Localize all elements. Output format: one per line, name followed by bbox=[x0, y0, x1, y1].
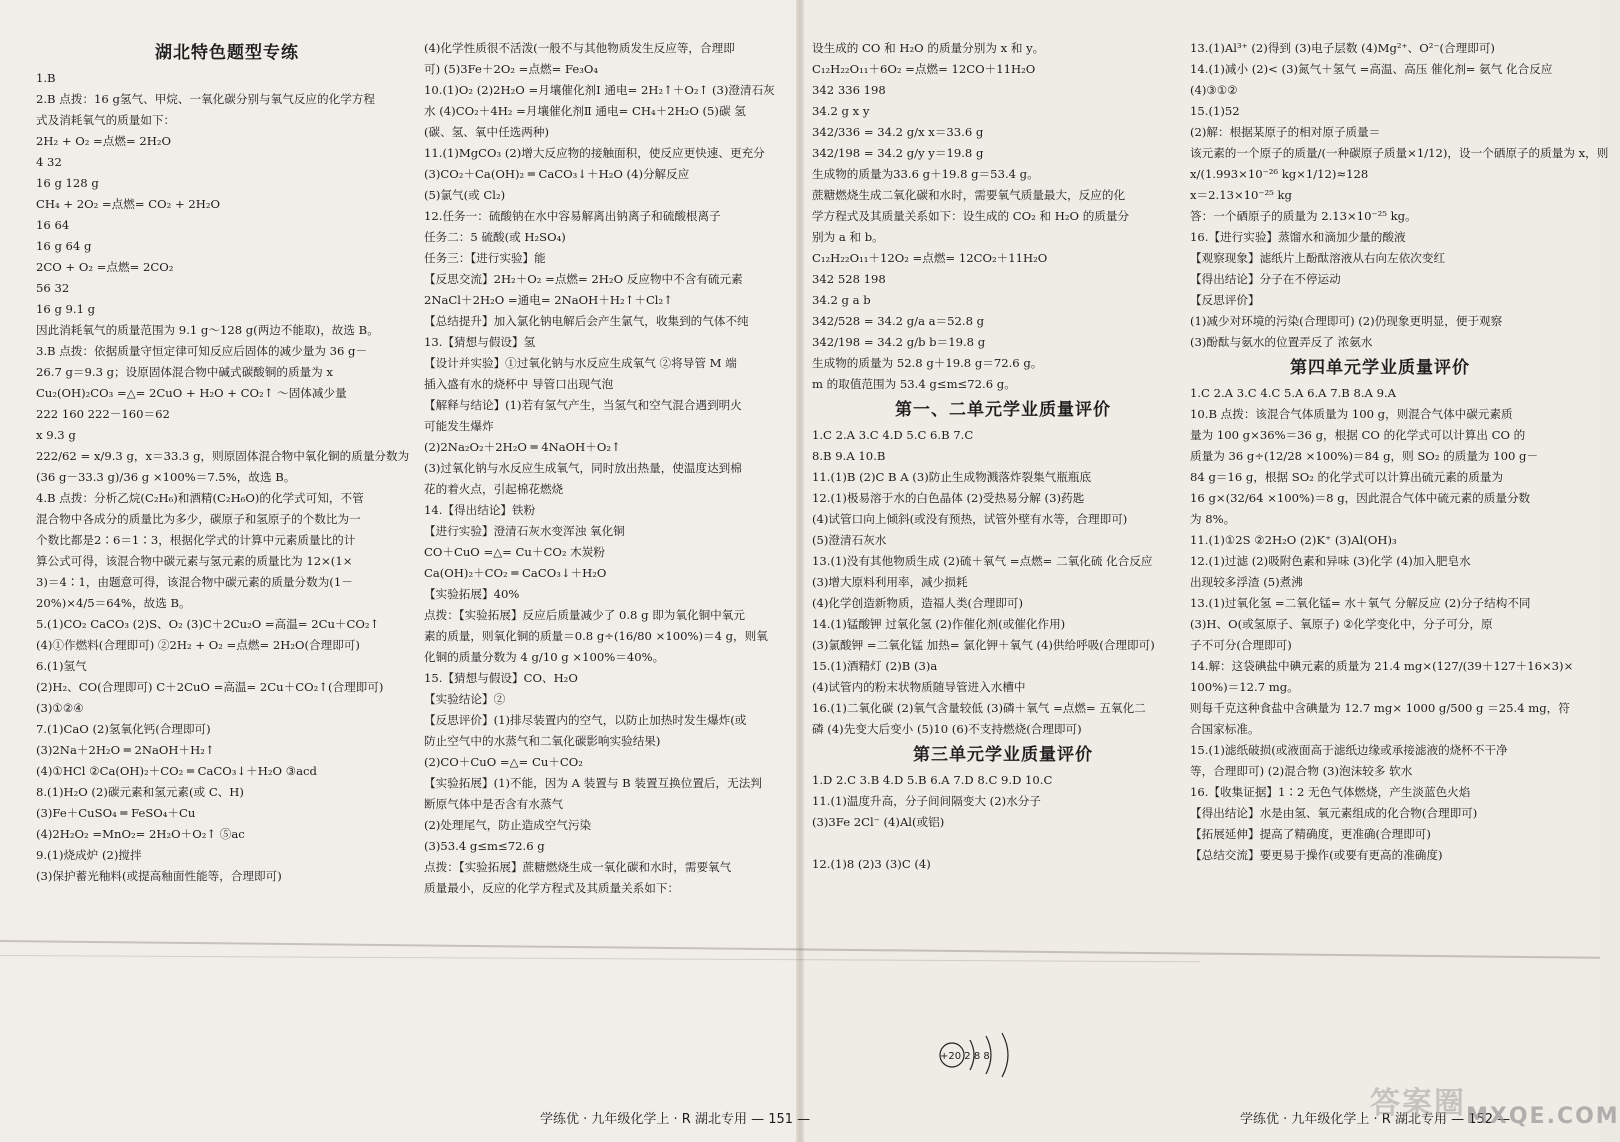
text-line: (3)①②④ bbox=[36, 701, 84, 715]
text-line: 【反思评价】 bbox=[1190, 293, 1260, 307]
text-line: 12.(1)过滤 (2)吸附色素和异味 (3)化学 (4)加入肥皂水 bbox=[1190, 554, 1471, 568]
text-line: 15.【猜想与假设】CO、H₂O bbox=[424, 671, 578, 685]
column-2 bbox=[424, 38, 806, 899]
text-line: 1.D 2.C 3.B 4.D 5.B 6.A 7.D 8.C 9.D 10.C bbox=[812, 773, 1053, 787]
text-line: 10.B 点拨：该混合气体质量为 100 g，则混合气体中碳元素质 bbox=[1190, 407, 1513, 421]
footer-right: 学练优 · 九年级化学上 · R 湖北专用 — 152 — bbox=[1240, 1112, 1511, 1127]
text-line: 16 g 64 g bbox=[36, 239, 92, 253]
text-line: 插入盛有水的烧杯中 导管口出现气泡 bbox=[424, 377, 614, 391]
column-4-lines-2 bbox=[1190, 383, 1574, 866]
text-line: (3)增大原料利用率，减少损耗 bbox=[812, 575, 968, 589]
column-2-lines bbox=[424, 38, 806, 899]
text-line: 15.(1)52 bbox=[1190, 104, 1240, 118]
column-4 bbox=[1190, 38, 1609, 866]
text-line: 答：一个硒原子的质量为 2.13×10⁻²⁵ kg。 bbox=[1190, 209, 1417, 223]
text-line: 生成物的质量为33.6 g＋19.8 g＝53.4 g。 bbox=[812, 167, 1039, 181]
text-line: 素的质量，则氧化铜的质量＝0.8 g÷(16/80 ×100%)＝4 g，则氧 bbox=[424, 629, 768, 643]
text-line: 量为 100 g×36%＝36 g，根据 CO 的化学式可以计算出 CO 的 bbox=[1190, 428, 1526, 442]
text-line: C₁₂H₂₂O₁₁＋6O₂ =点燃= 12CO＋11H₂O bbox=[812, 62, 1036, 76]
text-line: 14.(1)锰酸钾 过氧化氢 (2)作催化剂(或催化作用) bbox=[812, 617, 1066, 631]
text-line: 34.2 g a b bbox=[812, 293, 871, 307]
text-line: 【得出结论】分子在不停运动 bbox=[1190, 272, 1341, 286]
text-line: 质量为 36 g÷(12/28 ×100%)＝84 g，则 SO₂ 的质量为 100 g－ bbox=[1190, 449, 1539, 463]
text-line: 56 32 bbox=[36, 281, 70, 295]
text-line: x/(1.993×10⁻²⁶ kg×1/12)≈128 bbox=[1190, 167, 1369, 181]
text-line: 任务三：【进行实验】能 bbox=[424, 251, 546, 265]
text-line: 13.(1)没有其他物质生成 (2)硫＋氧气 =点燃= 二氧化硫 化合反应 bbox=[812, 554, 1153, 568]
text-line: 16.【收集证据】1∶2 无色气体燃烧，产生淡蓝色火焰 bbox=[1190, 785, 1471, 799]
text-line: (3)53.4 g≤m≤72.6 g bbox=[424, 839, 545, 853]
text-line: 14.【得出结论】铁粉 bbox=[424, 503, 536, 517]
text-line: 84 g＝16 g，根据 SO₂ 的化学式可以计算出硫元素的质量为 bbox=[1190, 470, 1504, 484]
text-line: 16 g×(32/64 ×100%)＝8 g，因此混合气体中硫元素的质量分数 bbox=[1190, 491, 1531, 505]
watermark-logo bbox=[1370, 1078, 1620, 1134]
text-line: (3)2Na＋2H₂O ═ 2NaOH＋H₂↑ bbox=[36, 743, 215, 757]
text-line: 别为 a 和 b。 bbox=[812, 230, 884, 244]
text-line: 342/528 = 34.2 g/a a＝52.8 g bbox=[812, 314, 985, 328]
text-line: (碳、氢、氧中任选两种) bbox=[424, 125, 549, 139]
text-line: 13.(1)Al³⁺ (2)得到 (3)电子层数 (4)Mg²⁺、O²⁻(合理即可) bbox=[1190, 41, 1495, 55]
text-line: (3)3Fe 2Cl⁻ (4)Al(或铝) bbox=[812, 815, 945, 829]
text-line: 【实验拓展】(1)不能，因为 A 装置与 B 装置互换位置后，无法判 bbox=[424, 776, 762, 790]
text-line: 为 8%。 bbox=[1190, 512, 1236, 526]
text-line: (3)酚酞与氨水的位置弄反了 浓氨水 bbox=[1190, 335, 1373, 349]
text-line: 34.2 g x y bbox=[812, 104, 870, 118]
text-line: 【总结交流】要更易于操作(或要有更高的准确度) bbox=[1190, 848, 1443, 862]
text-line: (2)2Na₂O₂＋2H₂O ═ 4NaOH＋O₂↑ bbox=[424, 440, 621, 454]
text-line: 生成物的质量为 52.8 g＋19.8 g＝72.6 g。 bbox=[812, 356, 1043, 370]
text-line: C₁₂H₂₂O₁₁＋12O₂ =点燃= 12CO₂＋11H₂O bbox=[812, 251, 1048, 265]
text-line: CH₄ + 2O₂ =点燃= CO₂ + 2H₂O bbox=[36, 197, 220, 211]
text-line: 16 64 bbox=[36, 218, 70, 232]
text-line: 11.(1)B (2)C B A (3)防止生成物溅落炸裂集气瓶瓶底 bbox=[812, 470, 1092, 484]
text-line: 4.B 点拨：分析乙烷(C₂H₆)和酒精(C₂H₆O)的化学式可知，不管 bbox=[36, 491, 364, 505]
text-line: 16.【进行实验】蒸馏水和滴加少量的酸液 bbox=[1190, 230, 1406, 244]
text-line: (4)试管内的粉末状物质随导管进入水槽中 bbox=[812, 680, 1026, 694]
text-line: (36 g－33.3 g)/36 g ×100%＝7.5%，故选 B。 bbox=[36, 470, 296, 484]
text-line: (2)处理尾气，防止造成空气污染 bbox=[424, 818, 592, 832]
text-line: (5)澄清石灰水 bbox=[812, 533, 887, 547]
section-title-unit-3: 第三单元学业质量评价 bbox=[913, 745, 1093, 765]
column-3-lines-3 bbox=[812, 770, 1194, 875]
text-line: 子不可分(合理即可) bbox=[1190, 638, 1292, 652]
text-line: 等，合理即可) (2)混合物 (3)泡沫较多 软水 bbox=[1190, 764, 1413, 778]
text-line: 防止空气中的水蒸气和二氧化碳影响实验结果) bbox=[424, 734, 661, 748]
text-line: x＝2.13×10⁻²⁵ kg bbox=[1190, 188, 1292, 202]
text-line: 2CO + O₂ =点燃= 2CO₂ bbox=[36, 260, 174, 274]
text-line: 合国家标准。 bbox=[1190, 722, 1260, 736]
text-line: 16 g 128 g bbox=[36, 176, 99, 190]
text-line: 4 32 bbox=[36, 155, 62, 169]
text-line: 【反思评价】(1)排尽装置内的空气，以防止加热时发生爆炸(或 bbox=[424, 713, 747, 727]
watermark-domain: MXQE.COM bbox=[1466, 1104, 1620, 1129]
text-line: 100%)＝12.7 mg。 bbox=[1190, 680, 1299, 694]
text-line: 342/198 = 34.2 g/y y＝19.8 g bbox=[812, 146, 984, 160]
text-line bbox=[812, 833, 1194, 854]
text-line: (4)①作燃料(合理即可) ②2H₂ + O₂ =点燃= 2H₂O(合理即可) bbox=[36, 638, 360, 652]
text-line: (3)H、O(或氢原子、氧原子) ②化学变化中，分子可分，原 bbox=[1190, 617, 1493, 631]
column-3-lines-2 bbox=[812, 425, 1194, 740]
text-line: 1.C 2.A 3.C 4.C 5.A 6.A 7.B 8.A 9.A bbox=[1190, 386, 1397, 400]
column-1-lines bbox=[36, 68, 418, 887]
text-line: (5)氯气(或 Cl₂) bbox=[424, 188, 506, 202]
text-line: 5.(1)CO₂ CaCO₃ (2)S、O₂ (3)C＋2Cu₂O =高温= 2Cu＋CO₂↑ bbox=[36, 617, 380, 631]
text-line: (3)CO₂＋Ca(OH)₂ ═ CaCO₃↓＋H₂O (4)分解反应 bbox=[424, 167, 690, 181]
text-line: 则每千克这种食盐中含碘量为 12.7 mg× 1000 g/500 g ＝25.4 mg，符 bbox=[1190, 701, 1570, 715]
text-line: 设生成的 CO 和 H₂O 的质量分别为 x 和 y。 bbox=[812, 41, 1045, 55]
text-line: 水 (4)CO₂＋4H₂ =月壤催化剂Ⅱ 通电= CH₄＋2H₂O (5)碳 氢 bbox=[424, 104, 746, 118]
text-line: (2)解：根据某原子的相对原子质量＝ bbox=[1190, 125, 1381, 139]
text-line: 该元素的一个原子的质量/(一种碳原子质量×1/12)，设一个硒原子的质量为 x，则 bbox=[1190, 146, 1609, 160]
text-line: 342 528 198 bbox=[812, 272, 886, 286]
text-line: 15.(1)酒精灯 (2)B (3)a bbox=[812, 659, 938, 673]
text-line: 算公式可得，该混合物中碳元素与氢元素的质量比为 12×(1× bbox=[36, 554, 353, 568]
text-line: 因此消耗氧气的质量范围为 9.1 g～128 g(两边不能取)，故选 B。 bbox=[36, 323, 379, 337]
text-line: 【实验拓展】40% bbox=[424, 587, 520, 601]
text-line: (3)Fe＋CuSO₄ ═ FeSO₄＋Cu bbox=[36, 806, 196, 820]
text-line: 9.(1)烧成炉 (2)搅拌 bbox=[36, 848, 142, 862]
text-line: 出现较多浮渣 (5)煮沸 bbox=[1190, 575, 1303, 589]
text-line: m 的取值范围为 53.4 g≤m≤72.6 g。 bbox=[812, 377, 1016, 391]
text-line: 混合物中各成分的质量比为多少，碳原子和氢原子的个数比为一 bbox=[36, 512, 361, 526]
text-line: 断原气体中是否含有水蒸气 bbox=[424, 797, 564, 811]
text-line: 342 336 198 bbox=[812, 83, 886, 97]
text-line: 可) (5)3Fe＋2O₂ =点燃= Fe₃O₄ bbox=[424, 62, 599, 76]
text-line: 20%)×4/5＝64%，故选 B。 bbox=[36, 596, 191, 610]
text-line: 学方程式及其质量关系如下：设生成的 CO₂ 和 H₂O 的质量分 bbox=[812, 209, 1130, 223]
text-line: (4)化学性质很不活泼(一般不与其他物质发生反应等，合理即 bbox=[424, 41, 735, 55]
text-line: 【拓展延伸】提高了精确度，更准确(合理即可) bbox=[1190, 827, 1431, 841]
text-line: 12.(1)极易溶于水的白色晶体 (2)受热易分解 (3)药匙 bbox=[812, 491, 1085, 505]
text-line: CO＋CuO =△= Cu＋CO₂ 木炭粉 bbox=[424, 545, 605, 559]
text-line: 16 g 9.1 g bbox=[36, 302, 96, 316]
text-line: (1)减少对环境的污染(合理即可) (2)仍现象更明显，便于观察 bbox=[1190, 314, 1503, 328]
text-line: 14.解：这袋碘盐中碘元素的质量为 21.4 mg×(127/(39＋127＋16×3)× bbox=[1190, 659, 1574, 673]
section-title-unit-1-2: 第一、二单元学业质量评价 bbox=[895, 400, 1111, 420]
text-line: 222/62 = x/9.3 g，x＝33.3 g，则原固体混合物中氧化铜的质量分数为 bbox=[36, 449, 410, 463]
text-line: 1.C 2.A 3.C 4.D 5.C 6.B 7.C bbox=[812, 428, 974, 442]
text-line: 3)＝4∶1，由题意可得，该混合物中碳元素的质量分数为(1－ bbox=[36, 575, 353, 589]
text-line: 14.(1)减小 (2)< (3)氮气＋氢气 =高温、高压 催化剂= 氨气 化合反应 bbox=[1190, 62, 1553, 76]
text-line: (3)氯酸钾 =二氧化锰 加热= 氯化钾＋氧气 (4)供给呼吸(合理即可) bbox=[812, 638, 1155, 652]
text-line: 2.B 点拨：16 g氢气、甲烷、一氧化碳分别与氧气反应的化学方程 bbox=[36, 92, 375, 106]
atom-structure-label: +20 2 8 8 bbox=[940, 1051, 990, 1062]
text-line: 6.(1)氢气 bbox=[36, 659, 87, 673]
text-line: 2H₂ + O₂ =点燃= 2H₂O bbox=[36, 134, 171, 148]
text-line: 10.(1)O₂ (2)2H₂O =月壤催化剂Ⅰ 通电= 2H₂↑＋O₂↑ (3)澄清石灰 bbox=[424, 83, 775, 97]
text-line: (4)化学创造新物质，造福人类(合理即可) bbox=[812, 596, 1023, 610]
text-line: 【进行实验】澄清石灰水变浑浊 氧化铜 bbox=[424, 524, 625, 538]
text-line: x 9.3 g bbox=[36, 428, 76, 442]
text-line: 12.(1)8 (2)3 (3)C (4) bbox=[812, 857, 931, 871]
text-line: 化铜的质量分数为 4 g/10 g ×100%＝40%。 bbox=[424, 650, 665, 664]
text-line: 3.B 点拨：依据质量守恒定律可知反应后固体的减少量为 36 g－ bbox=[36, 344, 368, 358]
text-line: 个数比都是2∶6＝1∶3，根据化学式的计算中元素质量比的计 bbox=[36, 533, 356, 547]
text-line: 【解释与结论】(1)若有氢气产生，当氢气和空气混合遇到明火 bbox=[424, 398, 742, 412]
text-line: 【得出结论】水是由氢、氧元素组成的化合物(合理即可) bbox=[1190, 806, 1478, 820]
text-line: (2)H₂、CO(合理即可) C＋2CuO =高温= 2Cu＋CO₂↑(合理即可) bbox=[36, 680, 384, 694]
text-line: 式及消耗氧气的质量如下： bbox=[36, 113, 176, 127]
text-line: (3)保护蓄光釉料(或提高釉面性能等，合理即可) bbox=[36, 869, 282, 883]
text-line: Ca(OH)₂＋CO₂ ═ CaCO₃↓＋H₂O bbox=[424, 566, 607, 580]
text-line: 8.(1)H₂O (2)碳元素和氢元素(或 C、H) bbox=[36, 785, 244, 799]
text-line: 点拨：【实验拓展】蔗糖燃烧生成一氧化碳和水时，需要氧气 bbox=[424, 860, 732, 874]
text-line: 7.(1)CaO (2)氢氧化钙(合理即可) bbox=[36, 722, 211, 736]
text-line: 11.(1)MgCO₃ (2)增大反应物的接触面积，使反应更快速、更充分 bbox=[424, 146, 765, 160]
column-3-lines bbox=[812, 38, 1194, 395]
text-line: 8.B 9.A 10.B bbox=[812, 449, 886, 463]
text-line: 蔗糖燃烧生成二氧化碳和水时，需要氧气质量最大，反应的化 bbox=[812, 188, 1126, 202]
text-line: 222 160 222－160＝62 bbox=[36, 407, 170, 421]
column-1 bbox=[36, 38, 418, 887]
text-line: 可能发生爆炸 bbox=[424, 419, 494, 433]
watermark-text: 答案圈 bbox=[1370, 1086, 1466, 1121]
text-line: 12.任务一：硫酸钠在水中容易解离出钠离子和硫酸根离子 bbox=[424, 209, 721, 223]
section-title-unit-4: 第四单元学业质量评价 bbox=[1290, 358, 1470, 378]
text-line: 11.(1)温度升高，分子间间隔变大 (2)水分子 bbox=[812, 794, 1041, 808]
text-line: 【设计并实验】①过氧化钠与水反应生成氧气 ②将导管 M 端 bbox=[424, 356, 737, 370]
text-line: 15.(1)滤纸破损(或液面高于滤纸边缘或承接滤液的烧杯不干净 bbox=[1190, 743, 1508, 757]
calcium-atom-structure-diagram bbox=[934, 1030, 1044, 1080]
text-line: 【反思交流】2H₂＋O₂ =点燃= 2H₂O 反应物中不含有硫元素 bbox=[424, 272, 743, 286]
text-line: Cu₂(OH)₂CO₃ =△= 2CuO + H₂O + CO₂↑ ～固体减少量 bbox=[36, 386, 347, 400]
column-3 bbox=[812, 38, 1194, 875]
text-line: 11.(1)①2S ②2H₂O (2)K⁺ (3)Al(OH)₃ bbox=[1190, 533, 1397, 547]
text-line: 磷 (4)先变大后变小 (5)10 (6)不支持燃烧(合理即可) bbox=[812, 722, 1082, 736]
text-line: (2)CO＋CuO =△= Cu＋CO₂ bbox=[424, 755, 583, 769]
text-line: 342/198 = 34.2 g/b b＝19.8 g bbox=[812, 335, 986, 349]
text-line: (4)2H₂O₂ =MnO₂= 2H₂O＋O₂↑ ⑤ac bbox=[36, 827, 245, 841]
footer-left: 学练优 · 九年级化学上 · R 湖北专用 — 151 — bbox=[540, 1112, 811, 1127]
column-4-lines bbox=[1190, 38, 1609, 353]
text-line: 2NaCl＋2H₂O =通电= 2NaOH＋H₂↑＋Cl₂↑ bbox=[424, 293, 673, 307]
text-line: 26.7 g＝9.3 g；设原固体混合物中碱式碳酸铜的质量为 x bbox=[36, 365, 333, 379]
text-line: 【实验结论】② bbox=[424, 692, 506, 706]
text-line: 16.(1)二氧化碳 (2)氧气含量较低 (3)磷＋氧气 =点燃= 五氧化二 bbox=[812, 701, 1146, 715]
text-line: 342/336 = 34.2 g/x x＝33.6 g bbox=[812, 125, 984, 139]
text-line: 花的着火点，引起棉花燃烧 bbox=[424, 482, 564, 496]
text-line: 任务二：5 硫酸(或 H₂SO₄) bbox=[424, 230, 566, 244]
text-line: (4)①HCl ②Ca(OH)₂＋CO₂ ═ CaCO₃↓＋H₂O ③acd bbox=[36, 764, 317, 778]
text-line: 13.【猜想与假设】氢 bbox=[424, 335, 536, 349]
text-line: 【总结提升】加入氯化钠电解后会产生氯气，收集到的气体不纯 bbox=[424, 314, 749, 328]
text-line: 点拨：【实验拓展】反应后质量减少了 0.8 g 即为氧化铜中氧元 bbox=[424, 608, 745, 622]
text-line: (3)过氧化钠与水反应生成氧气，同时放出热量，使温度达到棉 bbox=[424, 461, 742, 475]
text-line: 质量最小，反应的化学方程式及其质量关系如下： bbox=[424, 881, 680, 895]
section-title: 湖北特色题型专练 bbox=[155, 43, 299, 63]
text-line: 13.(1)过氧化氢 =二氧化锰= 水＋氧气 分解反应 (2)分子结构不同 bbox=[1190, 596, 1531, 610]
text-line: 【观察现象】滤纸片上酚酞溶液从右向左依次变红 bbox=[1190, 251, 1446, 265]
text-line: (4)试管口向上倾斜(或没有预热，试管外壁有水等，合理即可) bbox=[812, 512, 1128, 526]
text-line: (4)③①② bbox=[1190, 83, 1238, 97]
text-line: 1.B bbox=[36, 71, 56, 85]
